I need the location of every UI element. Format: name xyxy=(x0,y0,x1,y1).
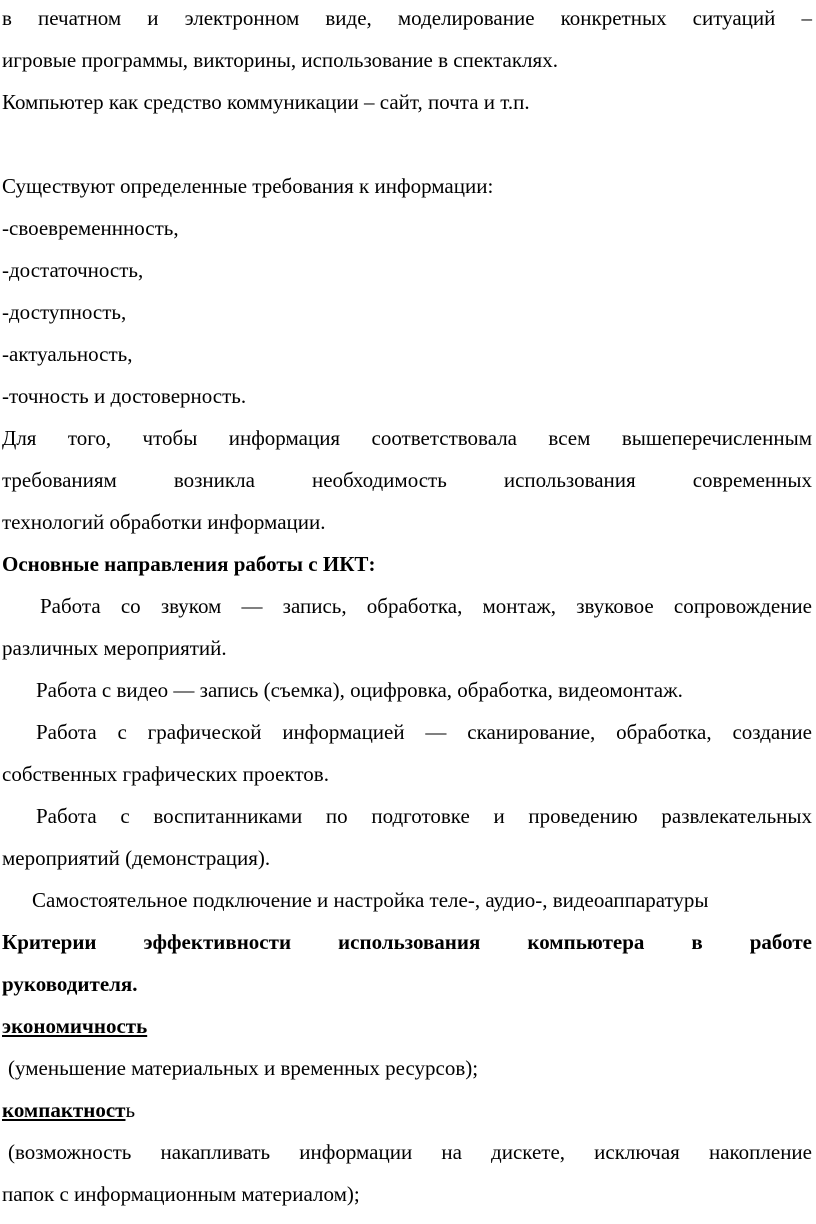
direction-graphics: Работа с графической информацией — сканирование, обработка, создание xyxy=(36,720,812,744)
direction-equipment: Самостоятельное подключение и настройка теле-, аудио-, видеоаппаратуры xyxy=(32,888,709,912)
direction-sound-cont: различных мероприятий. xyxy=(2,636,227,660)
directions-heading: Основные направления работы с ИКТ: xyxy=(2,552,376,576)
direction-video: Работа с видео — запись (съемка), оцифровка, обработка, видеомонтаж. xyxy=(36,678,683,702)
requirement-item: -своевременнность, xyxy=(2,216,179,240)
direction-sound: Работа со звуком — запись, обработка, монтаж, звуковое сопровождение xyxy=(40,594,812,618)
paragraph-line: технологий обработки информации. xyxy=(2,510,326,534)
criteria-heading-cont: руководителя. xyxy=(2,972,138,996)
criterion-economy-desc: (уменьшение материальных и временных ресурсов); xyxy=(8,1056,479,1080)
criterion-compact-title-end: ь xyxy=(125,1098,136,1122)
requirement-item: -доступность, xyxy=(2,300,127,324)
direction-graphics-cont: собственных графических проектов. xyxy=(2,762,329,786)
direction-pupils-cont: мероприятий (демонстрация). xyxy=(2,846,271,870)
paragraph-line: Компьютер как средство коммуникации – сайт, почта и т.п. xyxy=(2,90,530,114)
criterion-compact-desc: (возможность накапливать информации на дискете, исключая накопление xyxy=(8,1140,812,1164)
requirement-item: -актуальность, xyxy=(2,342,133,366)
criterion-compact-title-main: компактност xyxy=(2,1098,126,1122)
criterion-compact-desc-cont: папок с информационным материалом); xyxy=(2,1182,360,1206)
criteria-heading: Критерии эффективности использования компьютера в работе xyxy=(2,930,812,954)
paragraph-line: Для того, чтобы информация соответствовала всем вышеперечисленным xyxy=(2,426,812,450)
direction-pupils: Работа с воспитанниками по подготовке и проведению развлекательных xyxy=(36,804,812,828)
requirement-item: -точность и достоверность. xyxy=(2,384,247,408)
requirements-intro: Существуют определенные требования к информации: xyxy=(2,174,494,198)
paragraph-line: в печатном и электронном виде, моделирование конкретных ситуаций – xyxy=(2,6,812,30)
criterion-economy-title: экономичность xyxy=(2,1014,148,1038)
paragraph-line: требованиям возникла необходимость использования современных xyxy=(2,468,812,492)
requirement-item: -достаточность, xyxy=(2,258,144,282)
paragraph-line: игровые программы, викторины, использование в спектаклях. xyxy=(2,48,558,72)
criterion-compact-title xyxy=(2,1096,812,1124)
